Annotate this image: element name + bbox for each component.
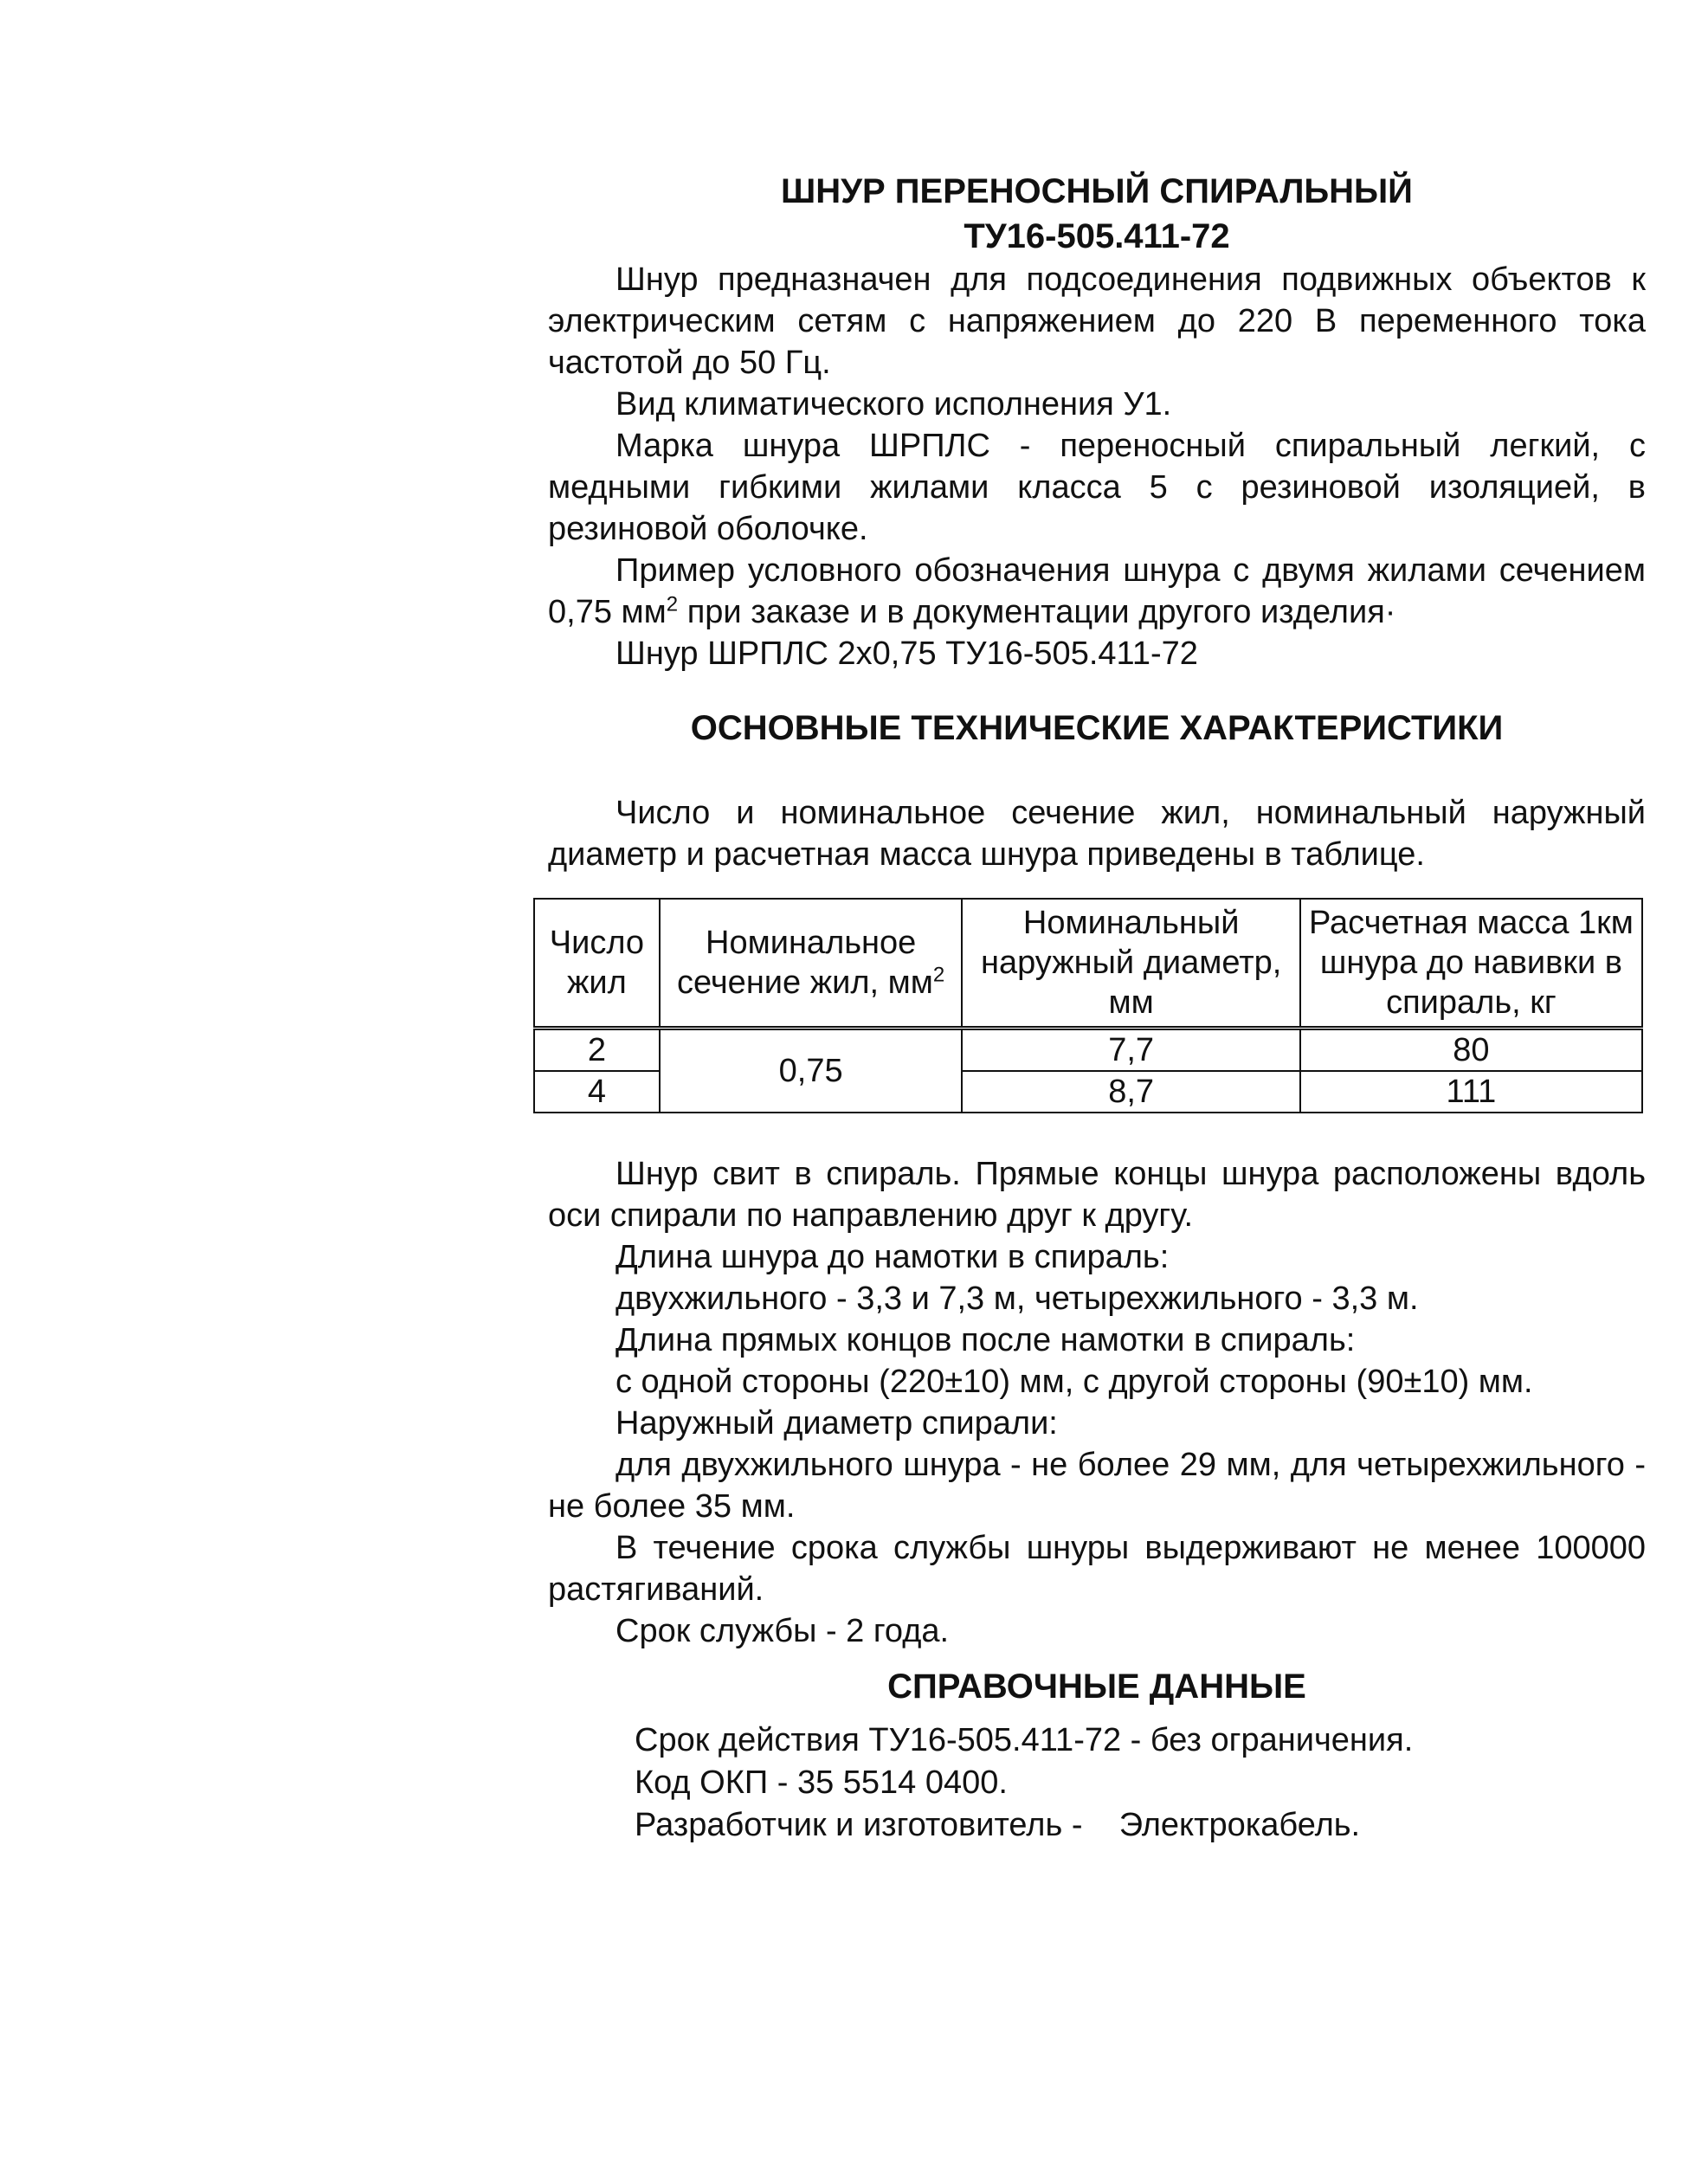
- header-cores: Число жил: [534, 899, 660, 1029]
- header-section-superscript: 2: [932, 963, 945, 987]
- document-title: [548, 169, 1646, 259]
- specs-table: [533, 898, 1643, 1113]
- intro-paragraph-brand: Марка шнура ШРПЛС - переносный спиральный легкий, с медными гибкими жилами класса 5 с резиновой изоляцией, в резиновой оболочке.: [548, 428, 1646, 547]
- cell-mass: 80: [1300, 1029, 1642, 1072]
- specs-paragraph-ends-label: Длина прямых концов после намотки в спираль:: [616, 1322, 1356, 1358]
- specs-paragraph-spiral: Шнур свит в спираль. Прямые концы шнура расположены вдоль оси спирали по направлению друг к другу.: [548, 1156, 1646, 1234]
- specs-paragraph-length-values: двухжильного - 3,3 и 7,3 м, четырехжильного - 3,3 м.: [616, 1280, 1419, 1317]
- specs-paragraph-diameter-label: Наружный диаметр спирали:: [616, 1405, 1058, 1442]
- cell-diameter: 7,7: [962, 1029, 1299, 1072]
- table-header-row: [534, 899, 1642, 1029]
- cell-cores: 2: [534, 1029, 660, 1072]
- cell-section: 0,75: [660, 1029, 963, 1113]
- document-page: [548, 169, 1646, 1847]
- intro-paragraph-climate: Вид климатического исполнения У1.: [616, 386, 1172, 423]
- header-diameter: Номинальный наружный диаметр, мм: [962, 899, 1299, 1029]
- specs-paragraph-durability: В течение срока службы шнуры выдерживают не менее 100000 растягиваний.: [548, 1530, 1646, 1608]
- intro-paragraph-example: [548, 550, 1646, 633]
- title-line-2: ТУ16-505.411-72: [964, 217, 1230, 255]
- reference-okp-code: Код ОКП - 35 5514 0400.: [635, 1764, 1008, 1801]
- superscript: 2: [666, 592, 679, 616]
- header-section-text: Номинальное сечение жил, мм: [677, 925, 933, 1001]
- specs-paragraph-ends-values: с одной стороны (220±10) мм, с другой стороны (90±10) мм.: [616, 1364, 1533, 1400]
- header-mass: Расчетная масса 1км шнура до навивки в спираль, кг: [1300, 899, 1642, 1029]
- specs-paragraph-service-life: Срок службы - 2 года.: [616, 1613, 950, 1649]
- cell-diameter: 8,7: [962, 1071, 1299, 1113]
- section-heading-reference: СПРАВОЧНЫЕ ДАННЫЕ: [887, 1668, 1306, 1706]
- specs-intro-paragraph: Число и номинальное сечение жил, номинальный наружный диаметр и расчетная масса шнура приведены в таблице.: [548, 795, 1646, 873]
- title-line-1: ШНУР ПЕРЕНОСНЫЙ СПИРАЛЬНЫЙ: [781, 172, 1413, 210]
- cell-cores: 4: [534, 1071, 660, 1113]
- specs-paragraph-length-label: Длина шнура до намотки в спираль:: [616, 1239, 1170, 1275]
- cell-mass: 111: [1300, 1071, 1642, 1113]
- specs-paragraph-diameter-values: для двухжильного шнура - не более 29 мм, для четырехжильного - не более 35 мм.: [548, 1447, 1646, 1525]
- intro-paragraph-purpose: Шнур предназначен для подсоединения подвижных объектов к электрическим сетям с напряжением до 220 В переменного тока частотой до 50 Гц.: [548, 261, 1646, 381]
- example-text-start: Пример условного обозначения шнура с двумя жилами сечением 0,75 мм: [548, 552, 1646, 630]
- section-heading-specs: ОСНОВНЫЕ ТЕХНИЧЕСКИЕ ХАРАКТЕРИСТИКИ: [690, 709, 1504, 747]
- reference-developer: Разработчик и изготовитель - Электрокабель.: [635, 1807, 1361, 1843]
- header-section: [660, 899, 963, 1029]
- example-text-end: при заказе и в документации другого изделия·: [678, 594, 1396, 630]
- reference-validity: Срок действия ТУ16-505.411-72 - без ограничения.: [635, 1722, 1414, 1758]
- intro-designation-example: Шнур ШРПЛС 2х0,75 ТУ16-505.411-72: [616, 635, 1198, 672]
- table-row: [534, 1029, 1642, 1072]
